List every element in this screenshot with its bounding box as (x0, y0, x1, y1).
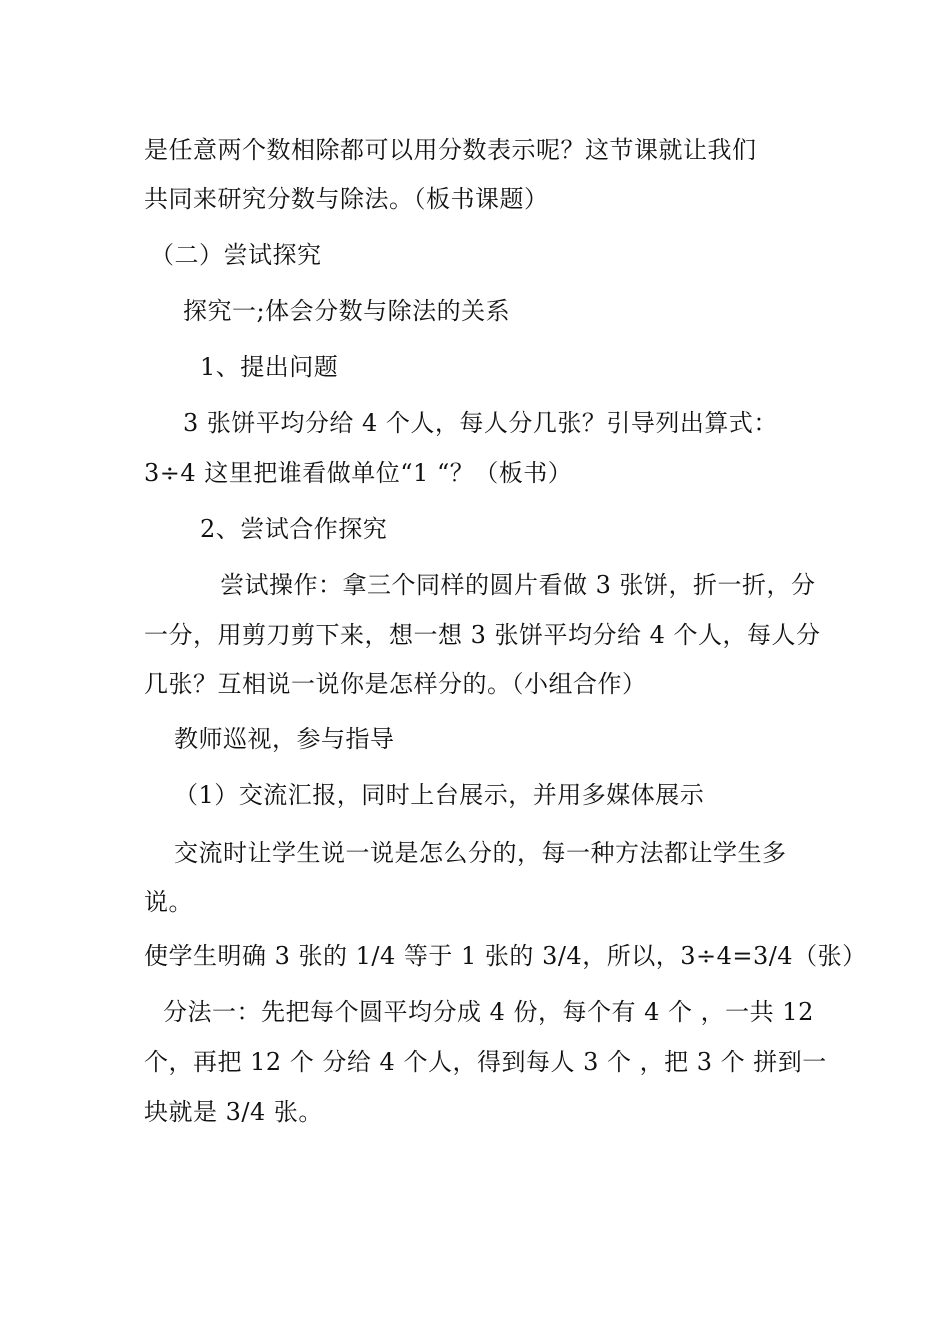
text-line-13: （1）交流汇报，同时上台展示，并用多媒体展示 (174, 781, 705, 809)
text-line-15: 说。 (144, 888, 193, 916)
text-line-12: 教师巡视，参与指导 (174, 725, 395, 753)
text-line-14: 交流时让学生说一说是怎么分的，每一种方法都让学生多 (174, 839, 787, 867)
text-line-16: 使学生明确 3 张的 1/4 等于 1 张的 3/4，所以，3÷4=3/4（张） (144, 942, 867, 970)
text-line-2: 共同来研究分数与除法。（板书课题） (144, 185, 549, 213)
text-line-7: 3÷4 这里把谁看做单位“1 “？（板书） (144, 459, 573, 487)
text-line-1: 是任意两个数相除都可以用分数表示呢？这节课就让我们 (144, 136, 757, 164)
text-line-17: 分法一：先把每个圆平均分成 4 份，每个有 4 个 ，一共 12 (163, 998, 814, 1026)
text-line-10: 一分，用剪刀剪下来，想一想 3 张饼平均分给 4 个人，每人分 (144, 621, 821, 649)
subsection-heading: 探究一;体会分数与除法的关系 (183, 297, 511, 325)
text-line-18: 个，再把 12 个 分给 4 个人，得到每人 3 个 ，把 3 个 拼到一 (144, 1048, 827, 1076)
step-heading-2: 2、尝试合作探究 (200, 515, 388, 543)
step-heading-1: 1、提出问题 (200, 353, 339, 381)
text-line-11: 几张？互相说一说你是怎样分的。（小组合作） (144, 670, 647, 698)
section-heading: （二）尝试探究 (150, 241, 322, 269)
text-line-6: 3 张饼平均分给 4 个人，每人分几张？引导列出算式： (183, 409, 778, 437)
text-line-9: 尝试操作：拿三个同样的圆片看做 3 张饼，折一折，分 (220, 571, 816, 599)
text-line-19: 块就是 3/4 张。 (144, 1098, 323, 1126)
